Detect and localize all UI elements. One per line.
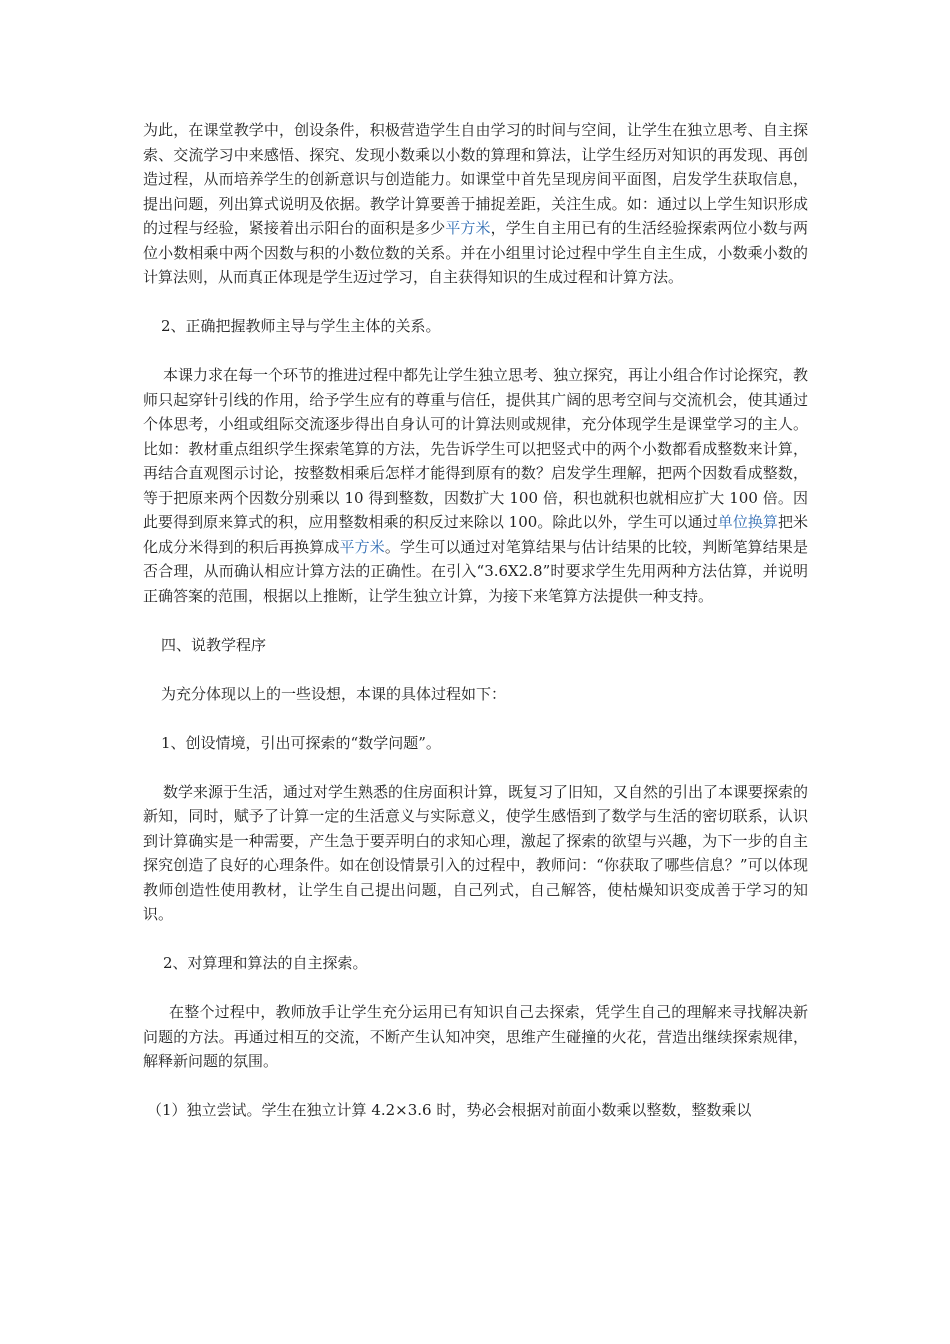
document-page [143,118,808,1123]
paragraph-3: 数学来源于生活，通过对学生熟悉的住房面积计算，既复习了旧知，又自然的引出了本课要探索的新知，同时，赋予了计算一定的生活意义与实际意义，使学生感悟到了数学与生活的密切联系，认识到计算确实是一种需要，产生急于要弄明白的求知心理，激起了探索的欲望与兴趣，为下一步的自主探究创造了良好的心理条件。如在创设情景引入的过程中，教师问：“你获取了哪些信息？”可以体现教师创造性使用教材，让学生自己提出问题，自己列式，自己解答，使枯燥知识变成善于学习的知识。 [143,782,809,923]
paragraph-1-text-a: 为此，在课堂教学中，创设条件，积极营造学生自由学习的时间与空间，让学生在独立思考、自主探索、交流学习中来感悟、探究、发现小数乘以小数的算理和算法，让学生经历对知识的再发现、再创造过程，从而培养学生的创新意识与创造能力。如课堂中首先呈现房间平面图，启发学生获取信息，提出问题，列出算式说明及依据。教学计算要善于捕捉差距，关注生成。如：通过以上学生知识形成的过程与经验，紧接着出示阳台的面积是多少 [143,121,808,237]
intro-text: 为充分体现以上的一些设想，本课的具体过程如下： [161,684,507,703]
paragraph-1-text-b: ，学生自主用已有的生活经验探索两位小数与两位小数相乘中两个因数与积的小数位数的关系。并在小组里讨论过程中学生自主生成，小数乘小数的计算法则，从而真正体现是学生迈过学习，自主获得知识的生成过程和计算方法。 [143,219,808,286]
paragraph-2 [143,363,808,608]
heading-self-exploration: 2、对算理和算法的自主探索。 [163,954,368,972]
link-unit-conversion[interactable]: 单位换算 [717,513,778,531]
heading-teaching-procedure: 四、说教学程序 [161,635,267,654]
paragraph-4: 在整个过程中，教师放手让学生充分运用已有知识自己去探索，凭学生自己的理解来寻找解决新问题的方法。再通过相互的交流，不断产生认知冲突，思维产生碰撞的火花，营造出继续探索规律，解释新问题的氛围。 [143,1003,808,1070]
paragraph-2-text-b: 把米化成分米得到的积后再换算成 [143,513,808,556]
heading-teacher-student-relation: 2、正确把握教师主导与学生主体的关系。 [161,317,441,335]
paragraph-2-text-c: 。学生可以通过对笔算结果与估计结果的比较，判断笔算结果是否合理，从而确认相应计算方法的正确性。在引入“3.6X2.8”时要求学生先用两种方法估算，并说明正确答案的范围，根据以上推断，让学生独立计算，为接下来笔算方法提供一种支持。 [143,537,808,605]
heading-create-situation: 1、创设情境，引出可探索的“数学问题”。 [161,733,441,752]
paragraph-2-text-a: 本课力求在每一个环节的推进过程中都先让学生独立思考、独立探究，再让小组合作讨论探究，教师只起穿针引线的作用，给予学生应有的尊重与信任，提供其广阔的思考空间与交流机会，使其通过个体思考，小组或组际交流逐步得出自身认可的计算法则或规律，充分体现学生是课堂学习的主人。比如：教材重点组织学生探索笔算的方法，先告诉学生可以把竖式中的两个小数都看成整数来计算，再结合直观图示讨论，按整数相乘后怎样才能得到原有的数？启发学生理解，把两个因数看成整数，等于把原来两个因数分别乘以 10 得到整数，因数扩大 100 倍，积也就积也就相应扩大 100 倍。因此要得到原来算式的积，应用整数相乘的积反过来除以 100。除此以外，学生可以通过 [143,366,809,531]
link-square-meter-2[interactable]: 平方米 [339,537,385,556]
paragraph-5: （1）独立尝试。学生在独立计算 4.2×3.6 时，势必会根据对前面小数乘以整数，整数乘以 [147,1101,752,1119]
link-square-meter[interactable]: 平方米 [445,219,491,237]
paragraph-1 [143,118,808,290]
